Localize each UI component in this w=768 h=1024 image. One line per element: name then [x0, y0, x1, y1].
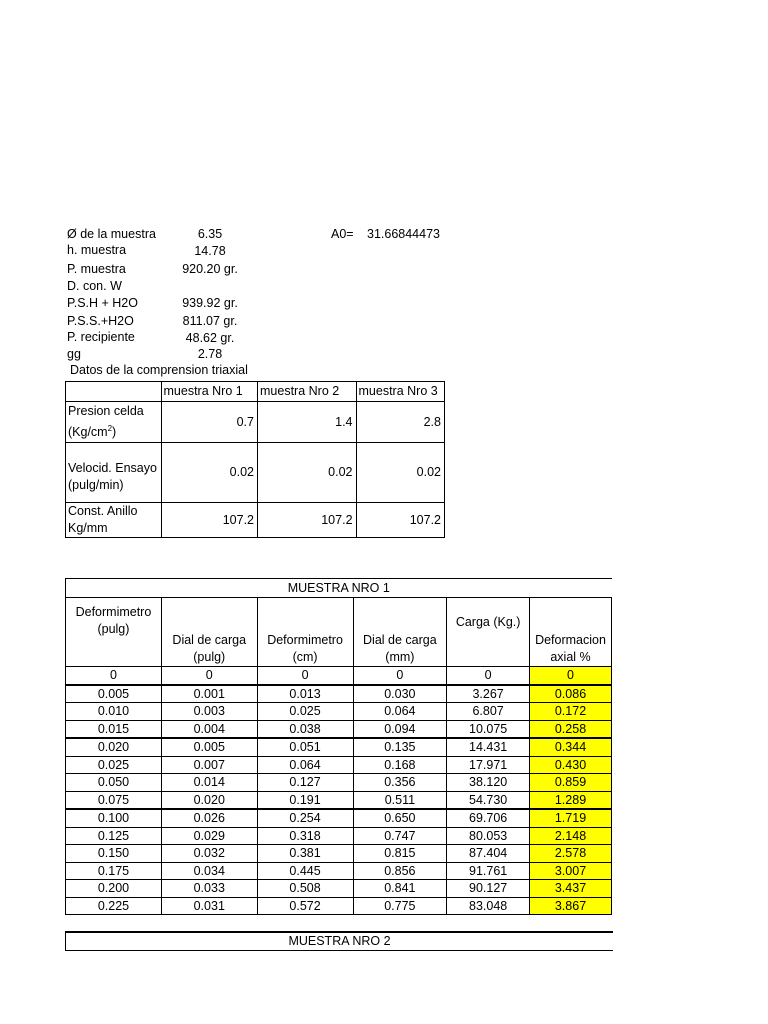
- cell-dial-pulg: 0.003: [161, 703, 257, 721]
- cell-deformacion: 0.086: [530, 685, 612, 703]
- cell-dial-pulg: 0.014: [161, 774, 257, 792]
- presion-value-2: 1.4: [258, 402, 357, 443]
- cell-deformimetro-pulg: 0.125: [66, 827, 162, 845]
- table-row: [66, 809, 612, 827]
- cell-deformimetro-pulg: 0.150: [66, 845, 162, 863]
- table-row: [66, 756, 612, 774]
- table-row: [66, 720, 612, 738]
- a0-label: A0=: [331, 227, 354, 241]
- psh-label: P.S.H + H2O: [67, 296, 138, 310]
- presion-row: [66, 402, 445, 443]
- cell-dial-mm: 0.094: [353, 720, 447, 738]
- cell-dial-mm: 0.815: [353, 845, 447, 863]
- cell-carga: 91.761: [447, 862, 530, 880]
- cell-deformacion: 2.148: [530, 827, 612, 845]
- cell-deformimetro-pulg: 0.005: [66, 685, 162, 703]
- cell-dial-pulg: 0.026: [161, 809, 257, 827]
- cell-deformacion: 0: [530, 667, 612, 685]
- cell-dial-pulg: 0.034: [161, 862, 257, 880]
- col-dial-pulg: [161, 598, 257, 667]
- anillo-value-1: 107.2: [161, 503, 258, 538]
- pss-value: 811.07 gr.: [182, 314, 238, 328]
- datos-title: Datos de la comprension triaxial: [70, 363, 248, 377]
- velocidad-value-1: 0.02: [161, 443, 258, 503]
- cell-dial-mm: 0.168: [353, 756, 447, 774]
- table-row: [66, 685, 612, 703]
- cell-deformacion: 0.430: [530, 756, 612, 774]
- cell-carga: 14.431: [447, 738, 530, 756]
- cell-deformacion: 1.289: [530, 791, 612, 809]
- col5-line1: Carga (Kg.): [455, 615, 521, 629]
- cell-deformacion: 3.007: [530, 862, 612, 880]
- sample-header-2: muestra Nro 2: [258, 382, 357, 402]
- table-row: [66, 774, 612, 792]
- anillo-label-line1: Const. Anillo: [68, 504, 138, 518]
- cell-deformimetro-pulg: 0.200: [66, 880, 162, 898]
- anillo-label: [66, 503, 162, 538]
- presion-label: [66, 402, 162, 443]
- cell-dial-pulg: 0.005: [161, 738, 257, 756]
- cell-deformacion: 0.344: [530, 738, 612, 756]
- peso-label: P. muestra: [67, 262, 126, 276]
- cell-deformacion: 2.578: [530, 845, 612, 863]
- col1-line1: Deformimetro: [75, 605, 152, 619]
- muestra1-title: MUESTRA NRO 1: [66, 579, 612, 598]
- presion-label-line1: Presion celda: [68, 403, 144, 418]
- sample-header-3: muestra Nro 3: [356, 382, 444, 402]
- velocidad-label-line2: (pulg/min): [68, 477, 124, 492]
- table-row: [66, 667, 612, 685]
- cell-deformacion: 3.867: [530, 897, 612, 915]
- cell-deformimetro-cm: 0.025: [257, 703, 353, 721]
- cell-dial-mm: 0.856: [353, 862, 447, 880]
- velocidad-row: [66, 443, 445, 503]
- cell-carga: 83.048: [447, 897, 530, 915]
- cell-carga: 38.120: [447, 774, 530, 792]
- col3-line1: Deformimetro: [267, 633, 343, 647]
- muestra2-title-bar: [65, 931, 613, 951]
- sample-header-row: [66, 382, 445, 402]
- cell-deformimetro-cm: 0.445: [257, 862, 353, 880]
- table-row: [66, 862, 612, 880]
- col-deformacion: [530, 598, 612, 667]
- cell-deformacion: 1.719: [530, 809, 612, 827]
- cell-dial-mm: 0.841: [353, 880, 447, 898]
- col-carga: [447, 598, 530, 667]
- cell-deformimetro-pulg: 0.075: [66, 791, 162, 809]
- cell-dial-mm: 0.064: [353, 703, 447, 721]
- muestra1-header-row: [66, 598, 612, 667]
- table-row: [66, 738, 612, 756]
- cell-dial-mm: 0.135: [353, 738, 447, 756]
- cell-dial-mm: 0.030: [353, 685, 447, 703]
- cell-carga: 69.706: [447, 809, 530, 827]
- cell-deformacion: 0.172: [530, 703, 612, 721]
- a0-value: 31.66844473: [367, 227, 440, 241]
- table-row: [66, 880, 612, 898]
- altura-value: 14.78: [194, 244, 226, 258]
- col1-line2: (pulg): [97, 622, 130, 636]
- table-row: [66, 791, 612, 809]
- cell-carga: 87.404: [447, 845, 530, 863]
- cell-carga: 80.053: [447, 827, 530, 845]
- cell-deformimetro-pulg: 0.025: [66, 756, 162, 774]
- table-row: [66, 827, 612, 845]
- cell-deformimetro-pulg: 0.225: [66, 897, 162, 915]
- presion-label-line2: (Kg/cm: [68, 425, 108, 440]
- cell-deformimetro-cm: 0.038: [257, 720, 353, 738]
- cell-deformimetro-cm: 0.381: [257, 845, 353, 863]
- cell-deformacion: 0.258: [530, 720, 612, 738]
- precip-label: P. recipiente: [67, 330, 135, 344]
- peso-value: 920.20 gr.: [182, 262, 238, 276]
- gg-label: gg: [67, 347, 81, 361]
- cell-dial-pulg: 0: [161, 667, 257, 685]
- col4-line2: (mm): [385, 650, 415, 664]
- cell-dial-pulg: 0.031: [161, 897, 257, 915]
- anillo-value-2: 107.2: [258, 503, 357, 538]
- muestra2-title: MUESTRA NRO 2: [288, 934, 391, 948]
- col6-line2: axial %: [550, 650, 591, 664]
- cell-deformimetro-cm: 0.572: [257, 897, 353, 915]
- cell-dial-mm: 0.356: [353, 774, 447, 792]
- table-row: [66, 897, 612, 915]
- col-deformimetro-cm: [257, 598, 353, 667]
- diametro-label: Ø de la muestra: [67, 227, 156, 241]
- cell-deformimetro-cm: 0.508: [257, 880, 353, 898]
- psh-value: 939.92 gr.: [182, 296, 238, 310]
- muestra1-table: [65, 578, 612, 915]
- velocidad-value-2: 0.02: [258, 443, 357, 503]
- col3-line2: (cm): [292, 650, 318, 664]
- sample-corner-cell: [66, 382, 162, 402]
- diametro-value: 6.35: [197, 227, 223, 241]
- cell-dial-mm: 0.747: [353, 827, 447, 845]
- col4-line1: Dial de carga: [363, 633, 437, 647]
- table-row: [66, 703, 612, 721]
- cell-deformimetro-cm: 0.318: [257, 827, 353, 845]
- cell-deformimetro-pulg: 0.050: [66, 774, 162, 792]
- cell-deformimetro-cm: 0.191: [257, 791, 353, 809]
- muestra1-body: [66, 667, 612, 915]
- cell-dial-pulg: 0.029: [161, 827, 257, 845]
- presion-label-close: ): [112, 425, 117, 440]
- cell-deformimetro-pulg: 0.175: [66, 862, 162, 880]
- cell-deformimetro-pulg: 0.020: [66, 738, 162, 756]
- cell-deformimetro-pulg: 0.100: [66, 809, 162, 827]
- cell-dial-mm: 0: [353, 667, 447, 685]
- velocidad-value-3: 0.02: [356, 443, 444, 503]
- cell-dial-mm: 0.775: [353, 897, 447, 915]
- cell-deformimetro-pulg: 0: [66, 667, 162, 685]
- sample-table: [65, 381, 445, 538]
- cell-dial-pulg: 0.001: [161, 685, 257, 703]
- cell-deformimetro-cm: 0: [257, 667, 353, 685]
- precip-value: 48.62 gr.: [185, 331, 235, 345]
- cell-deformacion: 0.859: [530, 774, 612, 792]
- dconw-label: D. con. W: [67, 279, 122, 293]
- cell-dial-mm: 0.650: [353, 809, 447, 827]
- col2-line1: Dial de carga: [172, 633, 247, 647]
- pss-label: P.S.S.+H2O: [67, 314, 134, 328]
- anillo-value-3: 107.2: [356, 503, 444, 538]
- gg-value: 2.78: [197, 347, 223, 361]
- cell-dial-pulg: 0.032: [161, 845, 257, 863]
- altura-label: h. muestra: [67, 243, 127, 257]
- cell-deformimetro-cm: 0.254: [257, 809, 353, 827]
- presion-label-sup: 2: [107, 423, 113, 433]
- cell-dial-pulg: 0.007: [161, 756, 257, 774]
- col-dial-mm: [353, 598, 447, 667]
- cell-deformimetro-pulg: 0.010: [66, 703, 162, 721]
- cell-carga: 3.267: [447, 685, 530, 703]
- col6-line1: Deformacion: [535, 633, 606, 647]
- cell-carga: 10.075: [447, 720, 530, 738]
- cell-dial-pulg: 0.004: [161, 720, 257, 738]
- presion-value-1: 0.7: [161, 402, 258, 443]
- velocidad-label: [66, 443, 162, 503]
- cell-deformimetro-cm: 0.013: [257, 685, 353, 703]
- cell-deformacion: 3.437: [530, 880, 612, 898]
- anillo-row: [66, 503, 445, 538]
- cell-dial-mm: 0.511: [353, 791, 447, 809]
- cell-dial-pulg: 0.033: [161, 880, 257, 898]
- col2-line2: (pulg): [193, 650, 226, 664]
- cell-dial-pulg: 0.020: [161, 791, 257, 809]
- cell-carga: 54.730: [447, 791, 530, 809]
- presion-value-3: 2.8: [356, 402, 444, 443]
- table-row: [66, 845, 612, 863]
- col-deformimetro-pulg: [66, 598, 162, 667]
- cell-carga: 90.127: [447, 880, 530, 898]
- velocidad-label-line1: Velocid. Ensayo: [68, 460, 157, 475]
- cell-deformimetro-cm: 0.051: [257, 738, 353, 756]
- anillo-label-line2: Kg/mm: [68, 521, 108, 535]
- cell-deformimetro-cm: 0.127: [257, 774, 353, 792]
- cell-carga: 0: [447, 667, 530, 685]
- muestra1-title-row: [66, 579, 612, 598]
- sample-header-1: muestra Nro 1: [161, 382, 258, 402]
- cell-carga: 6.807: [447, 703, 530, 721]
- cell-carga: 17.971: [447, 756, 530, 774]
- cell-deformimetro-pulg: 0.015: [66, 720, 162, 738]
- cell-deformimetro-cm: 0.064: [257, 756, 353, 774]
